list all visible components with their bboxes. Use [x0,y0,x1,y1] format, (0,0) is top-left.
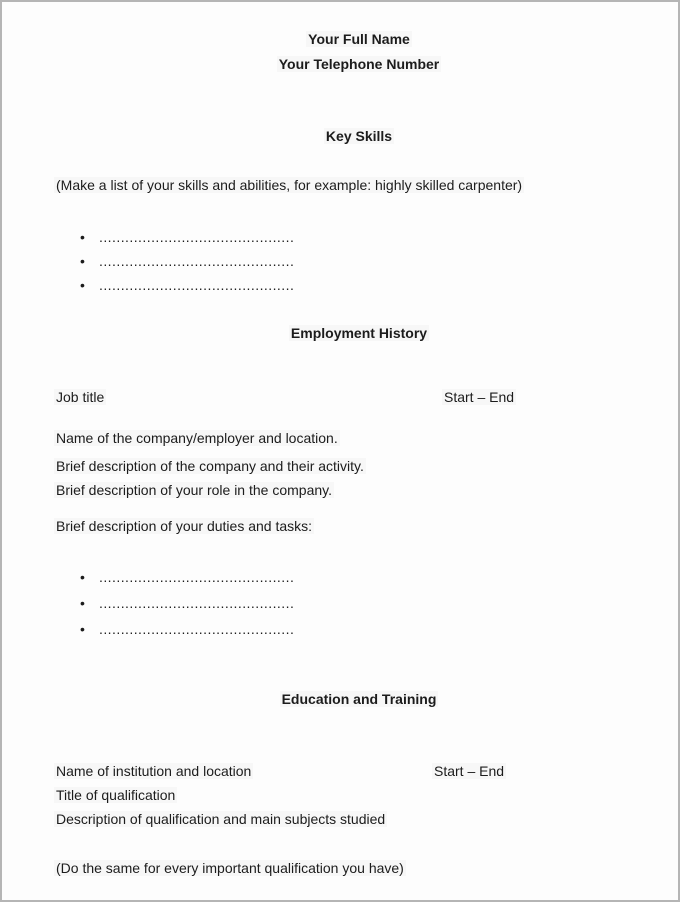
section-title-employment-history [54,324,664,342]
section-title-key-skills [54,127,664,145]
bullet-icon: • [80,229,85,245]
role-line [54,481,334,499]
key-skills-hint-text: (Make a list of your skills and abilities, for example: highly skilled carpenter) [56,177,523,193]
dotted-line: ............................................. [99,229,295,245]
employment-date-range-text: Start – End [444,389,515,405]
job-title-label [54,388,106,406]
key-skills-title-text: Key Skills [325,128,393,144]
education-title-text: Education and Training [281,691,437,707]
qualification-description-text: Description of qualification and main subjects studied [56,811,386,827]
telephone-line [54,55,664,73]
education-date-range-text: Start – End [434,763,505,779]
company-line [54,429,340,447]
dotted-line: ............................................. [99,595,295,611]
education-note [54,859,406,877]
qualification-title-text: Title of qualification [56,787,176,803]
dotted-line: ............................................. [99,569,295,585]
dotted-line: ............................................. [99,621,295,637]
duties-label [54,517,314,535]
employment-date-range [442,388,516,406]
telephone-text: Your Telephone Number [278,56,440,72]
bullet-icon: • [80,595,85,611]
section-title-education-training [54,690,664,708]
key-skills-hint [54,176,524,194]
education-note-text: (Do the same for every important qualification you have) [56,860,404,876]
bullet-icon: • [80,253,85,269]
qualification-title-line [54,786,177,804]
duties-label-text: Brief description of your duties and tasks: [56,518,313,534]
institution-label [54,762,253,780]
company-line-text: Name of the company/employer and location. [56,430,338,446]
full-name-text: Your Full Name [308,31,410,47]
qualification-description-line [54,810,387,828]
company-activity-line [54,457,366,475]
employment-title-text: Employment History [290,325,428,341]
institution-text: Name of institution and location [56,763,252,779]
job-title-text: Job title [56,389,105,405]
education-date-range [432,762,506,780]
full-name-line [54,30,664,48]
dotted-line: ............................................. [99,253,295,269]
bullet-icon: • [80,621,85,637]
dotted-line: ............................................. [99,277,295,293]
company-activity-text: Brief description of the company and their activity. [56,458,364,474]
role-line-text: Brief description of your role in the company. [56,482,332,498]
bullet-icon: • [80,569,85,585]
bullet-icon: • [80,277,85,293]
